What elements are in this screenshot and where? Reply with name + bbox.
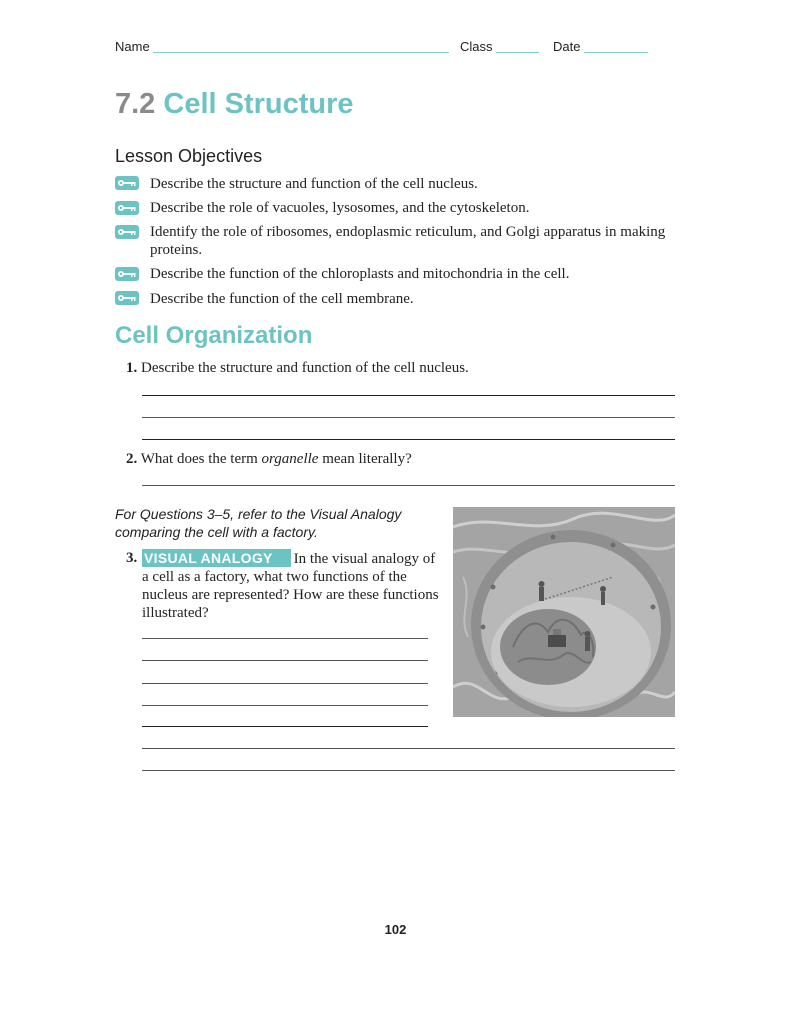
page-number: 102 <box>384 922 407 937</box>
question-3 <box>126 549 444 622</box>
question-text: Describe the structure and function of the cell nucleus. <box>141 360 469 376</box>
answer-line[interactable] <box>142 417 675 418</box>
answer-line[interactable] <box>142 726 428 727</box>
answer-line[interactable] <box>142 770 675 771</box>
answer-line[interactable] <box>142 395 675 396</box>
name-field[interactable] <box>153 52 449 53</box>
answer-line[interactable] <box>142 485 675 486</box>
key-icon <box>115 176 139 190</box>
key-icon <box>115 267 139 281</box>
answer-line[interactable] <box>142 748 675 749</box>
answer-line[interactable] <box>142 660 428 661</box>
objective-item: Describe the function of the chloroplasts and mitochondria in the cell. <box>150 266 570 282</box>
question-number: 2. <box>126 451 138 467</box>
refer-note: For Questions 3–5, refer to the Visual Analogy comparing the cell with a factory. <box>115 506 402 540</box>
question-text: mean literally? <box>318 451 412 467</box>
class-field[interactable] <box>496 52 539 53</box>
answer-line[interactable] <box>142 638 428 639</box>
key-icon <box>115 201 139 215</box>
answer-line[interactable] <box>142 683 428 684</box>
name-label: Name <box>115 39 150 54</box>
cell-factory-illustration <box>453 507 675 717</box>
question-number: 1. <box>126 360 138 376</box>
key-icon <box>115 291 139 305</box>
answer-line[interactable] <box>142 439 675 440</box>
lesson-objectives-heading: Lesson Objectives <box>115 146 263 166</box>
title-text: Cell Structure <box>163 88 354 120</box>
question-1 <box>126 359 469 377</box>
date-field[interactable] <box>584 52 648 53</box>
key-icon <box>115 225 139 239</box>
title-number: 7.2 <box>115 88 156 120</box>
question-text: In the visual analogy of a cell as a factory, what two functions of the nucleus are represented? How are these functions illustrated? <box>142 551 439 621</box>
objective-item: Describe the structure and function of the cell nucleus. <box>150 176 478 192</box>
page-title <box>115 88 354 121</box>
section-heading: Cell Organization <box>115 322 313 349</box>
objective-item: Identify the role of ribosomes, endoplasmic reticulum, and Golgi apparatus in making proteins. <box>150 224 666 258</box>
question-text: What does the term <box>140 451 262 467</box>
question-number: 3. <box>126 550 138 566</box>
answer-line[interactable] <box>142 705 428 706</box>
objective-item: Describe the function of the cell membrane. <box>150 291 414 307</box>
visual-analogy-badge: VISUAL ANALOGY <box>142 549 291 567</box>
date-label: Date <box>553 39 581 54</box>
question-2 <box>126 450 412 468</box>
objective-item: Describe the role of vacuoles, lysosomes, and the cytoskeleton. <box>150 200 530 216</box>
question-term: organelle <box>261 451 319 467</box>
class-label: Class <box>460 39 493 54</box>
